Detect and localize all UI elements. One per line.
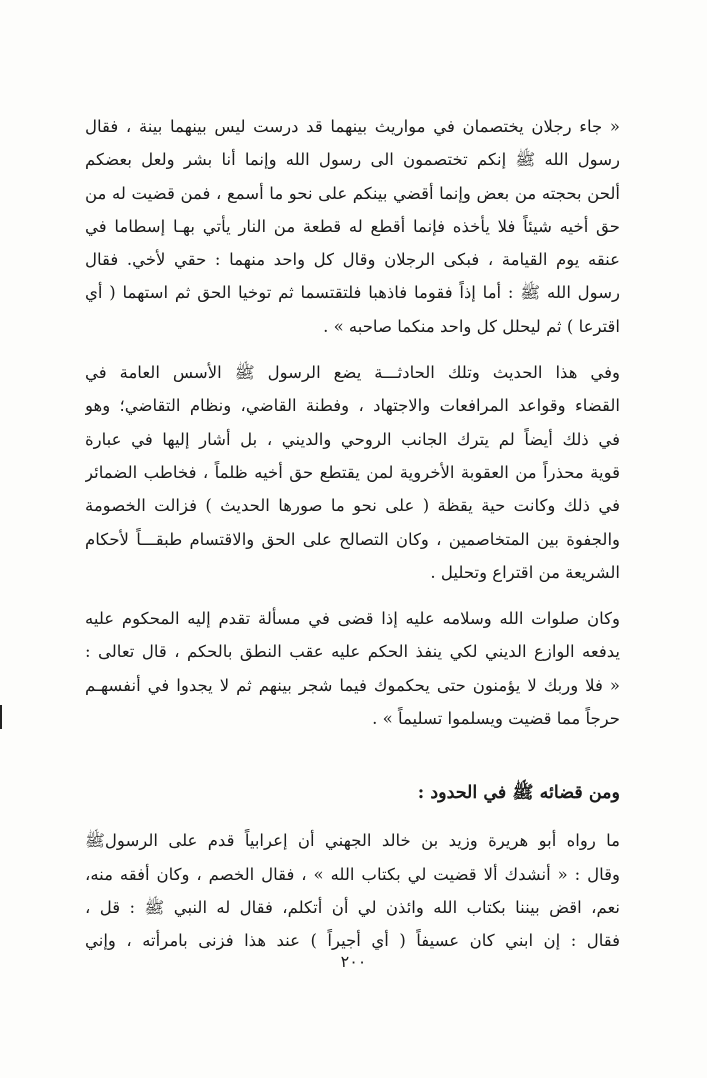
- text-line: ما رواه أبو هريرة وزيد بن خالد الجهني أن إعرابياً قدم على الرسولﷺ: [85, 831, 620, 851]
- paragraph-gap: [85, 343, 620, 356]
- paragraph-judgement: [85, 602, 620, 735]
- text-line: نعم، اقض بيننا بكتاب الله وائذن لي أن أتكلم، فقال له النبي ﷺ : قل ،: [85, 897, 620, 917]
- text-line: قوية محذراً من العقوبة الأخروية لمن يقتطع حق أخيه ظلماً ، فخاطب الضمائر: [85, 462, 620, 482]
- page-number: ٢٠٠: [340, 952, 367, 971]
- text-line: رسول الله ﷺ إنكم تختصمون الى رسول الله وإنما أنا بشر ولعل بعضكم: [85, 150, 620, 170]
- paragraph-narration: [85, 824, 620, 957]
- section-gap: [85, 735, 620, 775]
- text-line: وفي هذا الحديث وتلك الحادثـــة يضع الرسول ﷺ الأسس العامة في: [85, 363, 620, 383]
- paragraph-commentary: [85, 356, 620, 589]
- text-line: والجفوة بين المتخاصمين ، وكان التصالح على الحق والاقتسام طبقـــاً لأحكام: [85, 529, 620, 549]
- page-edge-mark: [0, 705, 2, 729]
- text-line: حرجاً مما قضيت ويسلموا تسليماً » .: [372, 709, 620, 729]
- text-line: اقترعا ) ثم ليحلل كل واحد منكما صاحبه » .: [323, 316, 620, 336]
- text-line: « فلا وربك لا يؤمنون حتى يحكموك فيما شجر بينهم ثم لا يجدوا في أنفسهـم: [85, 675, 620, 695]
- text-line: يدفعه الوازع الديني لكي ينفذ الحكم عليه عقب النطق بالحكم ، قال تعالى :: [85, 642, 620, 662]
- text-line: وكان صلوات الله وسلامه عليه إذا قضى في مسألة تقدم إليه المحكوم عليه: [85, 609, 620, 629]
- text-line: عنقه يوم القيامة ، فبكى الرجلان وقال كل واحد منهما : حقي لأخي. فقال: [85, 250, 620, 270]
- text-line: رسول الله ﷺ : أما إذاً فقوما فاذهبا فلتقتسما ثم توخيا الحق ثم استهما ( أي: [85, 283, 620, 303]
- text-line: حق أخيه شيئاً فلا يأخذه فإنما أقطع له قطعة من النار يأتي بهـا إسطاما في: [85, 216, 620, 236]
- text-line: القضاء وقواعد المرافعات والاجتهاد ، وفطنة القاضي، ونظام التقاضي؛ وهو: [85, 396, 620, 416]
- text-line: « جاء رجلان يختصمان في مواريث بينهما قد درست ليس بينهما بينة ، فقال: [85, 117, 620, 136]
- page-body: [85, 110, 620, 958]
- text-line: وقال : « أنشدك ألا قضيت لي بكتاب الله » ، فقال الخصم ، وكان أفقه منه،: [85, 864, 620, 884]
- text-line: فقال : إن ابني كان عسيفاً ( أي أجيراً ) عند هذا فزنى بامرأته ، وإني: [85, 931, 620, 951]
- text-line: ألحن بحجته من بعض وإنما أقضي بينكم على نحو ما أسمع ، فمن قضيت له من: [85, 183, 620, 203]
- text-line: في ذلك أيضاً لم يترك الجانب الروحي والديني ، بل أشار إليها في عبارة: [85, 429, 620, 449]
- text-line: في ذلك وكانت حية يقظة ( على نحو ما صورها الحديث ) فزالت الخصومة: [85, 496, 620, 516]
- text-line: الشريعة من اقتراع وتحليل .: [430, 562, 620, 582]
- paragraph-hadith: [85, 110, 620, 343]
- paragraph-gap: [85, 811, 620, 824]
- section-heading: ومن قضائه ﷺ في الحدود :: [417, 783, 620, 804]
- paragraph-gap: [85, 589, 620, 602]
